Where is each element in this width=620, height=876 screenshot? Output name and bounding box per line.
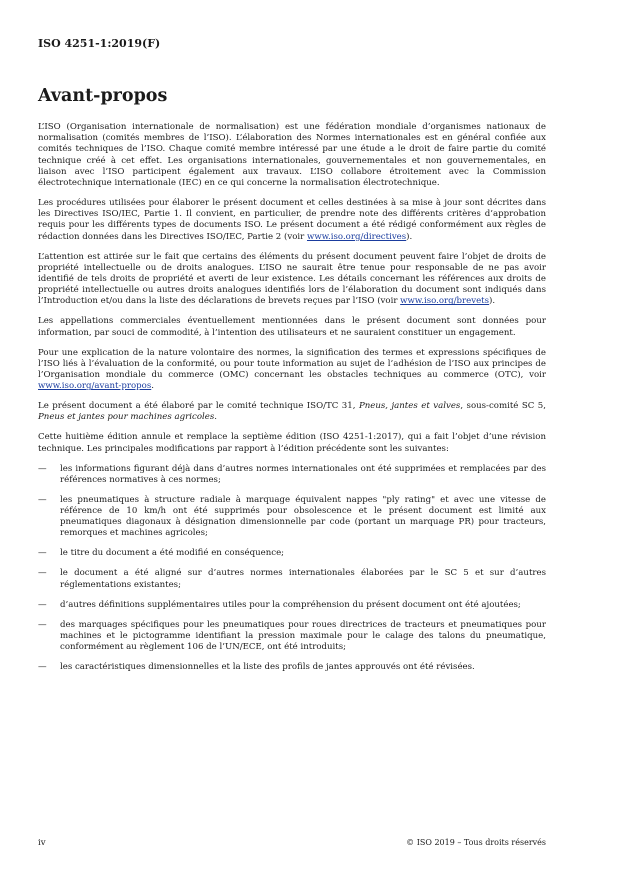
paragraph-text: Pour une explication de la nature volontaire des normes, la signification des termes et expressions spécifiques de l’ISO liés à l’évaluation de la conformité, ou pour toute information au sujet de l’adhésion de l’ISO aux principes de l’Organisation mondiale du commerce (OMC) concernant les obstacles techniques au commerce (OTC), voir	[38, 347, 546, 381]
paragraph-text-end: ).	[489, 296, 496, 307]
list-item	[38, 495, 546, 540]
brevets-link[interactable]: www.iso.org/brevets	[400, 296, 490, 307]
paragraph-edition: Cette huitième édition annule et remplace la septième édition (ISO 4251-1:2017), qui a fait l’objet d’une révision technique. Les principales modifications par rapport à l’édition précédente sont les suivantes:	[38, 432, 546, 454]
dash-marker: —	[38, 494, 47, 505]
paragraph-text: , sous-comité SC 5,	[460, 401, 546, 412]
paragraph-iso-intro: L’ISO (Organisation internationale de normalisation) est une fédération mondiale d’organismes nationaux de normalisation (comités membres de l’ISO). L’élaboration des Normes internationales est en général confiée aux comités techniques de l’ISO. Chaque comité membre intéressé par une étude a le droit de faire partie du comité technique créé à cet effet. Les organisations internationales, gouvernementales et non gouvernementales, en liaison avec l’ISO participent également aux travaux. L’ISO collabore étroitement avec la Commission électrotechnique internationale (IEC) en ce qui concerne la normalisation électrotechnique.	[38, 122, 546, 189]
paragraph-text-end: .	[151, 381, 154, 392]
list-item-text: les pneumatiques à structure radiale à marquage équivalent nappes "ply rating" et avec une vitesse de référence de 10 km/h ont été supprimés pour obsolescence et le présent document est limité aux pneumatiques diagonaux à désignation dimensionnelle par code (portant un marquage PR) pour tracteurs, remorques et machines agricoles;	[60, 494, 546, 539]
dash-marker: —	[38, 568, 47, 579]
list-item-text: les informations figurant déjà dans d’autres normes internationales ont été supprimées et remplacées par des références normatives à ces normes;	[60, 463, 546, 485]
list-item-text: d’autres définitions supplémentaires utiles pour la compréhension du présent document ont été ajoutées;	[60, 599, 521, 610]
list-item-text: le titre du document a été modifié en conséquence;	[60, 548, 285, 559]
dash-marker: —	[38, 662, 47, 673]
page-number: iv	[38, 838, 46, 848]
list-item-text: des marquages spécifiques pour les pneumatiques pour roues directrices de tracteurs et pneumatiques pour machines et le pictogramme identifiant la pression maximale pour le calage des talons du pneumatique, conformément au règlement 106 de l’UN/ECE, ont été introduits;	[60, 619, 546, 653]
list-item	[38, 548, 546, 559]
avant-propos-link[interactable]: www.iso.org/avant-propos	[38, 381, 152, 392]
paragraph-text-end: .	[214, 412, 217, 423]
subcommittee-title: Pneus et jantes pour machines agricoles	[38, 412, 215, 423]
dash-marker: —	[38, 463, 47, 474]
paragraph-text-end: ).	[406, 231, 413, 242]
list-item-text: les caractéristiques dimensionnelles et la liste des profils de jantes approuvés ont été révisées.	[60, 662, 475, 673]
changes-list	[38, 464, 546, 674]
document-header-id: ISO 4251-1:2019(F)	[38, 37, 161, 50]
paragraph-procedures	[38, 198, 546, 243]
paragraph-text: Le présent document a été élaboré par le comité technique ISO/TC 31,	[38, 401, 359, 412]
dash-marker: —	[38, 548, 47, 559]
copyright-notice: © ISO 2019 – Tous droits réservés	[406, 838, 546, 847]
list-item	[38, 464, 546, 486]
dash-marker: —	[38, 599, 47, 610]
committee-title: Pneus, jantes et valves	[358, 401, 461, 412]
paragraph-text: Les procédures utilisées pour élaborer le présent document et celles destinées à sa mise à jour sont décrites dans les Directives ISO/IEC, Partie 1. Il convient, en particulier, de prendre note des différents critères d’approbation requis pour les différents types de documents ISO. Le présent document a été rédigé conformément aux règles de rédaction données dans les Directives ISO/IEC, Partie 2 (voir	[38, 198, 546, 242]
directives-link[interactable]: www.iso.org/directives	[306, 231, 407, 242]
paragraph-trade-names: Les appellations commerciales éventuellement mentionnées dans le présent document sont données pour information, par souci de commodité, à l’intention des utilisateurs et ne sauraient constituer un engagement.	[38, 316, 546, 338]
section-title: Avant-propos	[38, 86, 168, 106]
list-item	[38, 600, 546, 611]
list-item	[38, 662, 546, 673]
list-item	[38, 568, 546, 590]
paragraph-voluntary-nature	[38, 348, 546, 393]
list-item-text: le document a été aligné sur d’autres normes internationales élaborées par le SC 5 et sur d’autres réglementations existantes;	[60, 568, 546, 590]
foreword-body	[38, 122, 546, 682]
paragraph-committee	[38, 401, 546, 423]
list-item	[38, 620, 546, 654]
dash-marker: —	[38, 619, 47, 630]
paragraph-text: L’attention est attirée sur le fait que certains des éléments du présent document peuvent faire l’objet de droits de propriété intellectuelle ou de droits analogues. L’ISO ne saurait être tenue pour responsable de ne pas avoir identifié de tels droits de propriété et averti de leur existence. Les détails concernant les références aux droits de propriété intellectuelle ou autres droits analogues identifiés lors de l’élaboration du document sont indiqués dans l’Introduction et/ou dans la liste des déclarations de brevets reçues par l’ISO (voir	[38, 251, 546, 307]
paragraph-patent-rights	[38, 252, 546, 308]
